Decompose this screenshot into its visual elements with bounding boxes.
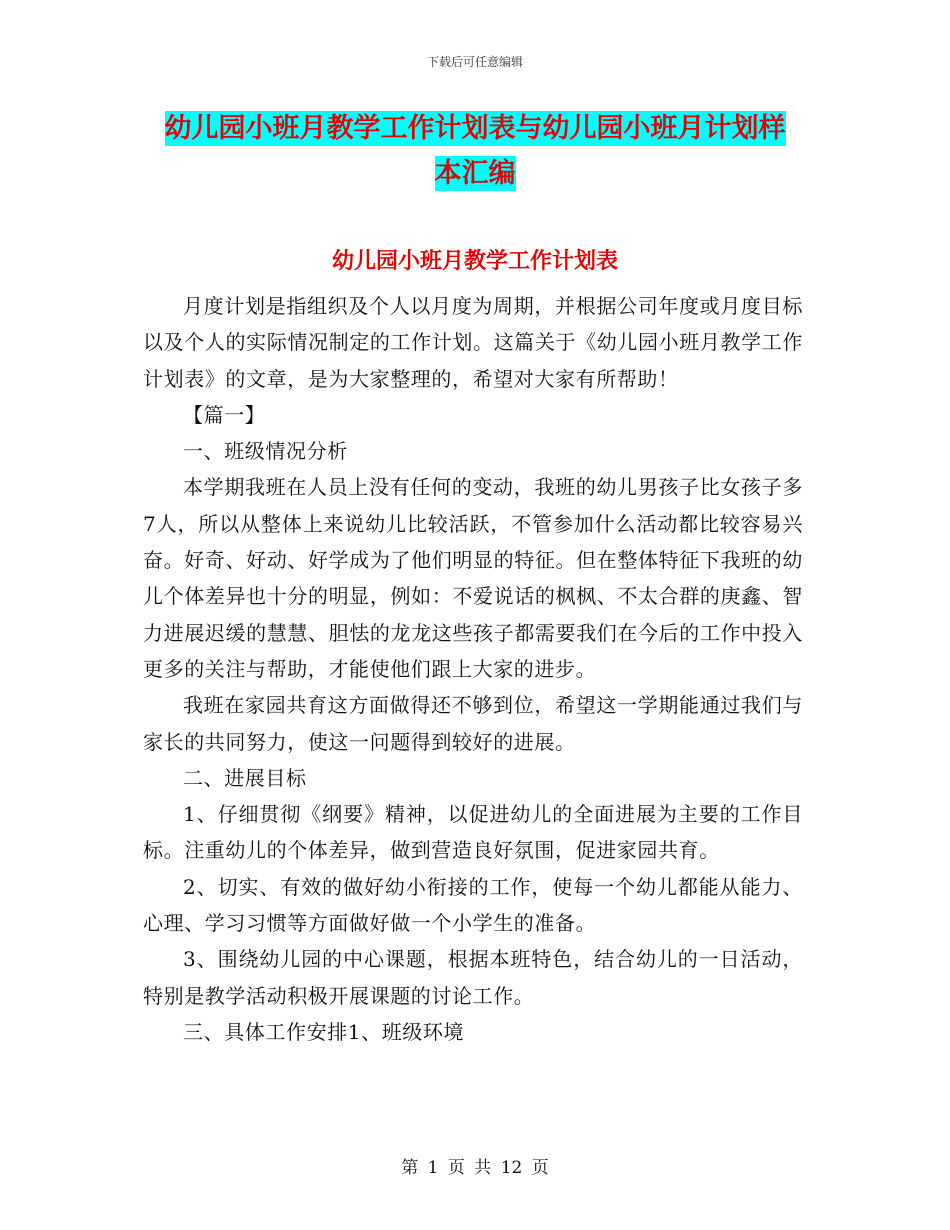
document-body [143,288,803,1050]
paragraph-goal-1: 1、仔细贯彻《纲要》精神，以促进幼儿的全面进展为主要的工作目标。注重幼儿的个体差异，做到营造良好氛围，促进家园共育。 [143,802,803,863]
header-note: 下载后可任意编辑 [426,55,523,69]
paragraph-goal-3: 3、围绕幼儿园的中心课题，根据本班特色，结合幼儿的一日活动，特别是教学活动积极开展课题的讨论工作。 [143,947,803,1008]
paragraph-class-analysis: 本学期我班在人员上没有任何的变动，我班的幼儿男孩子比女孩子多7人，所以从整体上来说幼儿比较活跃，不管参加什么活动都比较容易兴奋。好奇、好动、好学成为了他们明显的特征。但在整体特征下我班的幼儿个体差异也十分的明显，例如：不爱说话的枫枫、不太合群的庚鑫、智力进展迟缓的慧慧、胆怯的龙龙这些孩子都需要我们在今后的工作中投入更多的关注与帮助，才能使他们跟上大家的进步。 [143,475,803,681]
page-footer: 第 1 页 共 12 页 [401,1158,549,1178]
paragraph-heading-work-plan: 三、具体工作安排1、班级环境 [183,1019,465,1044]
paragraph-heading-goals: 二、进展目标 [183,765,307,790]
paragraph-home-school: 我班在家园共育这方面做得还不够到位，希望这一学期能通过我们与家长的共同努力，使这一问题得到较好的进展。 [143,693,803,754]
paragraph-heading-class-analysis: 一、班级情况分析 [183,439,348,464]
title-highlight: 本汇编 [434,158,516,189]
document-title-line-2 [0,152,950,196]
title-highlight: 幼儿园小班月教学工作计划表与幼儿园小班月计划样 [164,113,786,144]
paragraph-goal-2: 2、切实、有效的做好幼小衔接的工作，使每一个幼儿都能从能力、心理、学习习惯等方面做好做一个小学生的准备。 [143,874,803,936]
paragraph-part-heading: 【篇一】 [183,402,266,427]
section-title: 幼儿园小班月教学工作计划表 [331,249,618,274]
paragraph-intro: 月度计划是指组织及个人以月度为周期，并根据公司年度或月度目标以及个人的实际情况制定的工作计划。这篇关于《幼儿园小班月教学工作计划表》的文章，是为大家整理的，希望对大家有所帮助！ [143,294,803,391]
document-title-line-1 [0,107,950,151]
